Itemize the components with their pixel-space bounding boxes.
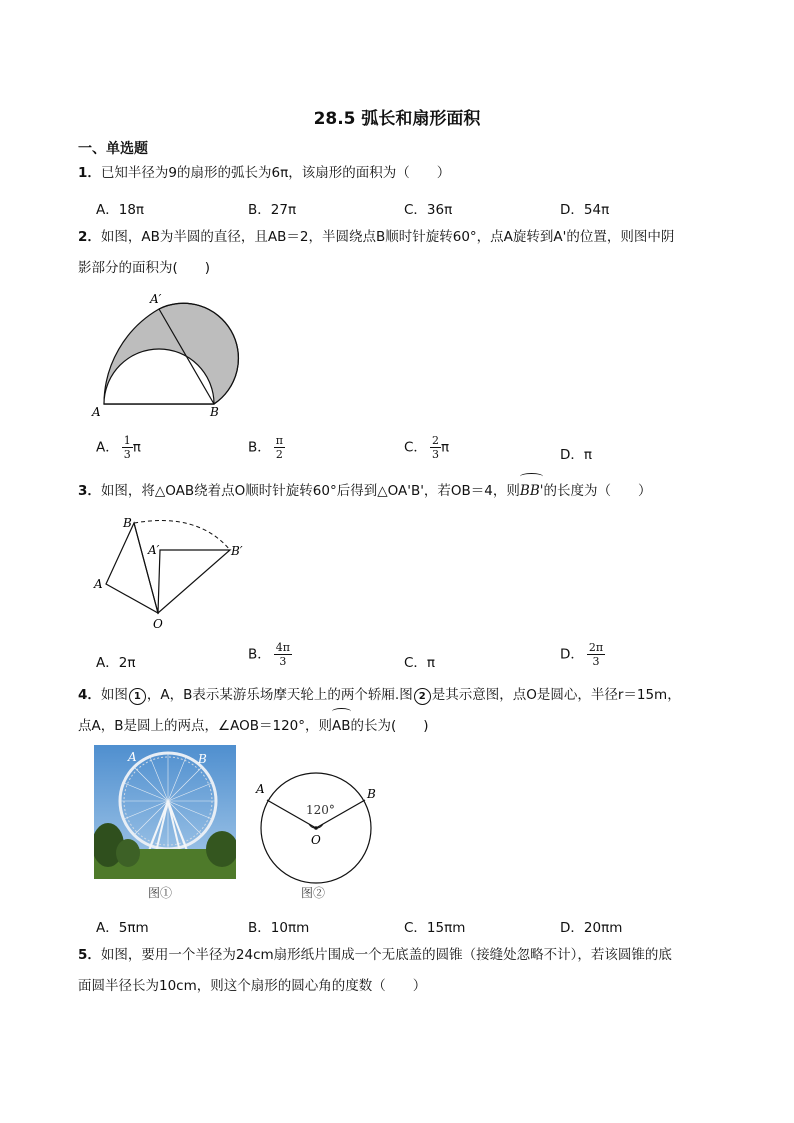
q1-option-d[interactable]: D．54π (560, 202, 610, 218)
arc-ab: AB (332, 711, 351, 742)
q3-option-b[interactable] (248, 641, 292, 668)
q4-option-c[interactable]: C．15πm (404, 920, 466, 936)
question-number: 4． (78, 687, 101, 703)
denominator: 3 (123, 448, 131, 461)
fraction (430, 434, 441, 461)
question-text-b: ，A，B表示某游乐场摩天轮上的两个轿厢.图 (146, 687, 413, 703)
label-a-prime: A′ (148, 543, 160, 557)
label-b: B (367, 787, 376, 801)
label-a: A (92, 405, 101, 419)
angle-label: 120° (306, 803, 335, 817)
question-text: 如图，将△OAB绕着点O顺时针旋转60°后得到△OA'B'，若OB＝4，则 (100, 483, 520, 499)
photo-label-a: A (128, 750, 137, 764)
label-b-prime: B′ (231, 544, 243, 558)
section-heading: 一、单选题 (78, 141, 148, 157)
question-1 (78, 158, 718, 189)
q4-option-b[interactable]: B．10πm (248, 920, 310, 936)
denominator: 3 (592, 655, 600, 668)
question-2 (78, 222, 718, 284)
numerator: π (275, 434, 283, 447)
fraction (587, 641, 605, 668)
q2-option-c[interactable] (404, 434, 449, 461)
question-text-end: 的长度为（ ） (543, 483, 652, 499)
q1-option-b[interactable]: B．27π (248, 202, 297, 218)
fraction (274, 641, 292, 668)
question-4 (78, 680, 718, 742)
photo-label-b: B (198, 752, 207, 766)
q4-option-d[interactable]: D．20πm (560, 920, 623, 936)
question-text-line1: 如图，AB为半圆的直径，且AB＝2，半圆绕点B顺时针旋转60°，点A旋转到A'的位置，则图中阴 (100, 229, 675, 245)
center-point (314, 826, 318, 830)
option-prefix: B． (248, 439, 271, 456)
denominator: 2 (275, 448, 283, 461)
label-o: O (153, 617, 163, 631)
q3-option-a[interactable]: A．2π (96, 655, 136, 671)
question-text-c: 是其示意图，点O是圆心，半径r＝15m， (431, 687, 681, 703)
numerator: 4π (275, 641, 290, 654)
caption-figure-1: 图① (148, 886, 173, 900)
question-text-line2: 影部分的面积为( ) (78, 260, 211, 276)
numerator: 1 (123, 434, 131, 447)
q1-option-a[interactable]: A．18π (96, 202, 145, 218)
q3-option-d[interactable] (560, 641, 605, 668)
q2-option-b[interactable] (248, 434, 285, 461)
label-b: B (123, 516, 132, 530)
triangle-oa-prime-b-prime (158, 550, 230, 613)
question-3 (78, 476, 718, 507)
question-text-e: 的长为( ) (350, 718, 429, 734)
arc-bb-prime: BB' (520, 476, 544, 507)
label-a-prime: A′ (150, 292, 162, 306)
question-text-line2: 面圆半径长为10cm，则这个扇形的圆心角的度数（ ） (78, 978, 427, 994)
page-title: 28.5 弧长和扇形面积 (313, 109, 481, 129)
option-prefix: A． (96, 439, 119, 456)
ferris-wheel-photo (94, 745, 236, 879)
numerator: 2 (431, 434, 439, 447)
q2-rotated-semicircle-figure (88, 286, 258, 421)
figure-1-marker: 1 (129, 688, 146, 705)
option-prefix: B． (248, 646, 271, 663)
triangle-oab (106, 523, 158, 613)
option-suffix: π (440, 439, 450, 456)
question-text: 已知半径为9的扇形的弧长为6π，该扇形的面积为（ ） (100, 165, 451, 181)
option-suffix: π (132, 439, 141, 456)
option-prefix: D． (560, 646, 584, 663)
figure-2-marker: 2 (414, 688, 431, 705)
label-o: O (311, 833, 321, 847)
tree-left-2 (116, 839, 140, 867)
question-number: 5． (78, 947, 101, 963)
label-a: A (256, 782, 265, 796)
option-prefix: C． (404, 439, 427, 456)
question-text-d: 点A，B是圆上的两点，∠AOB＝120°，则 (78, 718, 333, 734)
question-number: 2． (78, 229, 101, 245)
segment-ob (134, 523, 158, 613)
question-text-a: 如图 (100, 687, 128, 703)
q3-rotation-figure (88, 510, 258, 635)
question-number: 1． (78, 165, 101, 181)
denominator: 3 (431, 448, 439, 461)
fraction (274, 434, 285, 461)
q2-option-d[interactable]: D．π (560, 447, 593, 463)
q4-option-a[interactable]: A．5πm (96, 920, 149, 936)
question-text-line1: 如图，要用一个半径为24cm扇形纸片围成一个无底盖的圆锥（接缝处忽略不计），若该圆锥的底 (100, 947, 672, 963)
caption-figure-2: 图② (301, 886, 326, 900)
numerator: 2π (588, 641, 604, 654)
denominator: 3 (279, 655, 287, 668)
q2-option-a[interactable] (96, 434, 141, 461)
label-a: A (94, 577, 103, 591)
question-5 (78, 940, 718, 1002)
q1-option-c[interactable]: C．36π (404, 202, 453, 218)
fraction (122, 434, 133, 461)
label-b: B (210, 405, 219, 419)
question-number: 3． (78, 483, 101, 499)
q3-option-c[interactable]: C．π (404, 655, 436, 671)
